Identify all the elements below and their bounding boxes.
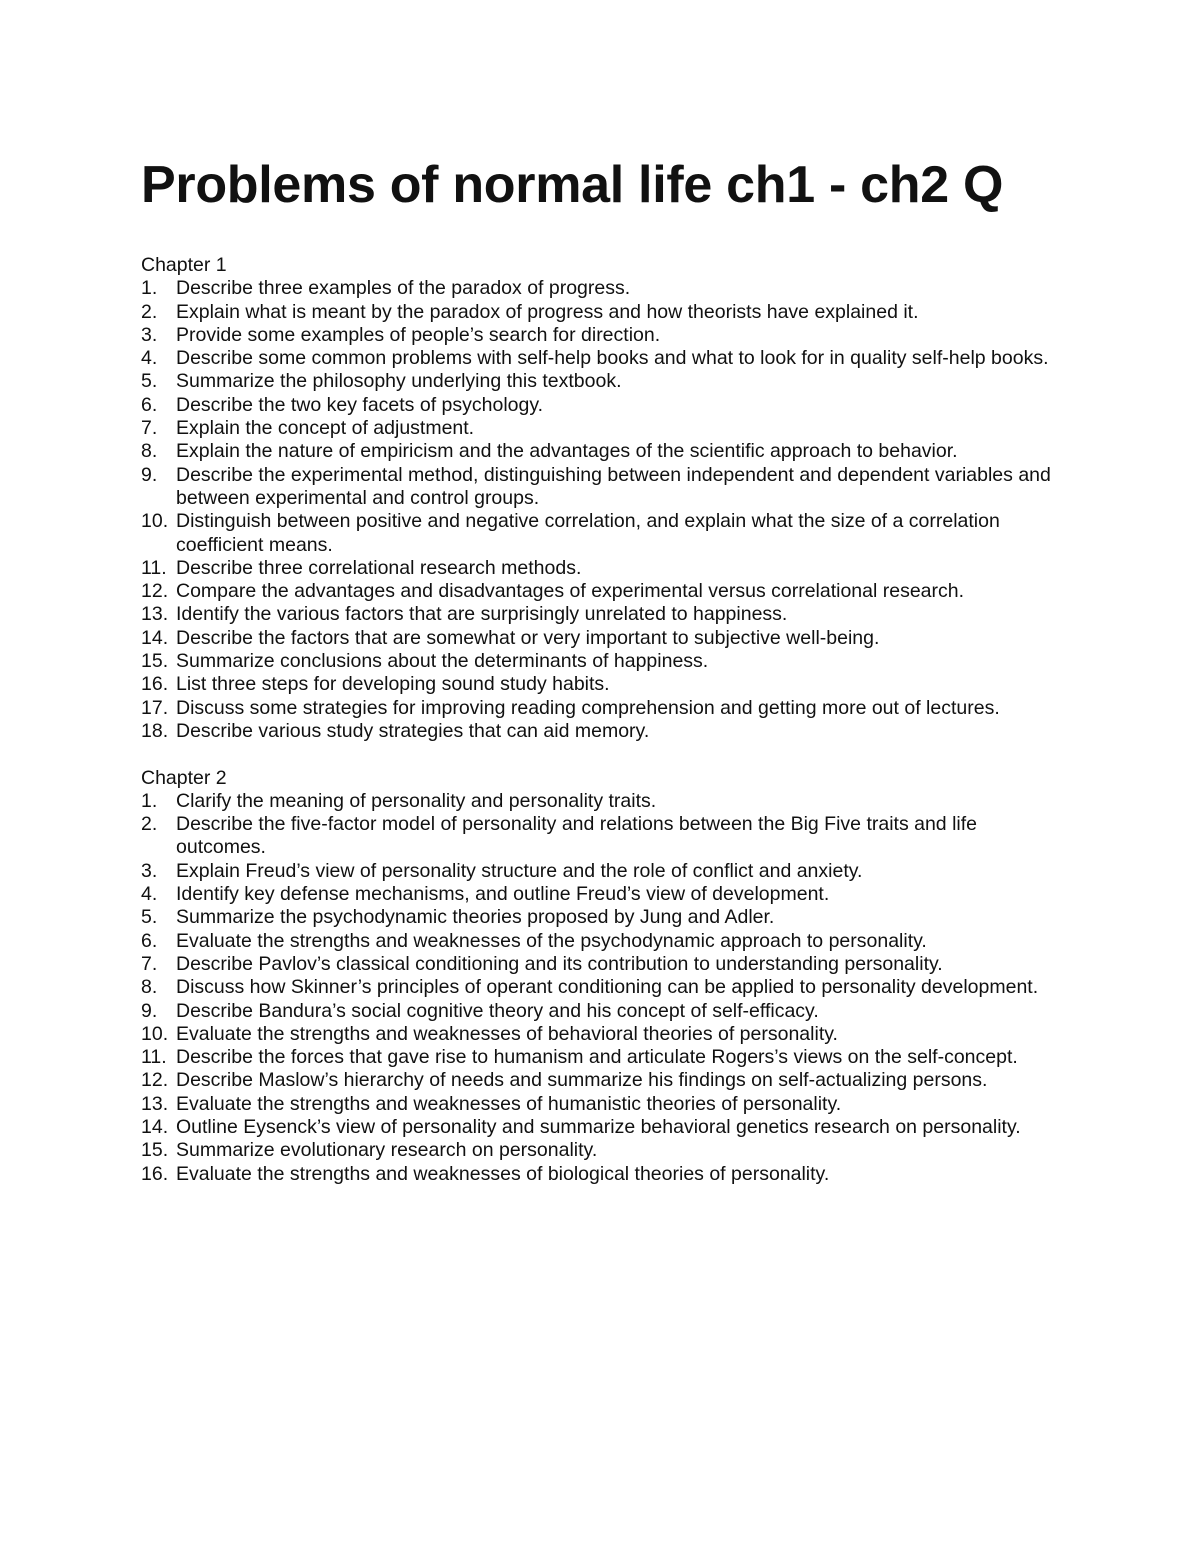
question-item [141, 930, 1061, 953]
question-text: Summarize the psychodynamic theories proposed by Jung and Adler. [176, 906, 775, 929]
chapter-1-section [141, 254, 1061, 743]
question-item [141, 650, 1061, 673]
question-text: Explain the nature of empiricism and the advantages of the scientific approach to behavior. [176, 440, 958, 463]
question-text: Evaluate the strengths and weaknesses of biological theories of personality. [176, 1162, 830, 1185]
question-number: 4. [141, 347, 158, 370]
question-text: Describe the factors that are somewhat or very important to subjective well-being. [176, 626, 880, 649]
question-item [141, 557, 1061, 580]
question-text: Describe the forces that gave rise to humanism and articulate Rogers’s views on the self-concept. [176, 1046, 1018, 1069]
question-item [141, 627, 1061, 650]
question-item [141, 394, 1061, 417]
question-number: 9. [141, 999, 158, 1022]
question-item [141, 1116, 1061, 1139]
question-number: 5. [141, 370, 158, 393]
question-number: 4. [141, 883, 158, 906]
question-number: 3. [141, 323, 158, 346]
chapter-heading: Chapter 2 [141, 766, 227, 789]
question-item [141, 953, 1061, 976]
question-item [141, 301, 1061, 324]
question-number: 6. [141, 393, 158, 416]
question-item [141, 464, 1061, 511]
question-item [141, 790, 1061, 813]
question-item [141, 1069, 1061, 1092]
question-item [141, 603, 1061, 626]
question-number: 12. [141, 580, 169, 603]
question-number: 11. [141, 1046, 167, 1069]
question-item [141, 1023, 1061, 1046]
document-title: Problems of normal life ch1 - ch2 Q [141, 156, 1004, 214]
question-text: Identify key defense mechanisms, and outline Freud’s view of development. [176, 883, 830, 906]
chapter-2-section [141, 767, 1061, 1186]
question-list [141, 277, 1061, 743]
question-item [141, 417, 1061, 440]
question-text: Describe three correlational research methods. [176, 556, 582, 579]
question-number: 9. [141, 463, 158, 486]
question-number: 2. [141, 300, 158, 323]
question-item [141, 673, 1061, 696]
question-text: Describe Bandura’s social cognitive theory and his concept of self-efficacy. [176, 999, 819, 1022]
question-item [141, 510, 1061, 557]
question-number: 17. [141, 696, 169, 719]
question-item [141, 720, 1061, 743]
question-item [141, 347, 1061, 370]
question-number: 13. [141, 603, 169, 626]
question-number: 10. [141, 510, 169, 533]
question-text: Summarize evolutionary research on personality. [176, 1139, 598, 1162]
question-number: 16. [141, 1162, 169, 1185]
question-text: Distinguish between positive and negative correlation, and explain what the size of a correlation coefficient means. [176, 510, 1000, 556]
question-number: 3. [141, 859, 158, 882]
question-number: 1. [141, 789, 158, 812]
question-number: 16. [141, 673, 169, 696]
question-item [141, 1139, 1061, 1162]
question-text: Describe Maslow’s hierarchy of needs and summarize his findings on self-actualizing persons. [176, 1069, 988, 1092]
question-number: 6. [141, 929, 158, 952]
question-item [141, 697, 1061, 720]
question-text: Discuss how Skinner’s principles of operant conditioning can be applied to personality development. [176, 976, 1039, 999]
question-number: 15. [141, 1139, 169, 1162]
question-number: 8. [141, 440, 158, 463]
question-item [141, 860, 1061, 883]
chapter-heading: Chapter 1 [141, 254, 227, 276]
question-item [141, 277, 1061, 300]
question-text: Describe three examples of the paradox of progress. [176, 277, 631, 300]
question-number: 5. [141, 906, 158, 929]
question-text: Describe the experimental method, distinguishing between independent and dependent variables and between experimental and control groups. [176, 463, 1051, 509]
question-text: Describe the five-factor model of personality and relations between the Big Five traits and life outcomes. [176, 813, 977, 859]
question-number: 14. [141, 1115, 169, 1138]
question-text: Explain what is meant by the paradox of progress and how theorists have explained it. [176, 300, 919, 323]
question-number: 18. [141, 719, 169, 742]
question-text: Summarize conclusions about the determinants of happiness. [176, 650, 709, 673]
question-number: 10. [141, 1022, 169, 1045]
question-text: Describe some common problems with self-help books and what to look for in quality self-help books. [176, 347, 1049, 370]
question-text: Compare the advantages and disadvantages of experimental versus correlational research. [176, 580, 965, 603]
question-text: Describe the two key facets of psychology. [176, 393, 544, 416]
question-text: Identify the various factors that are surprisingly unrelated to happiness. [176, 603, 788, 626]
question-text: Explain Freud’s view of personality structure and the role of conflict and anxiety. [176, 859, 863, 882]
question-item [141, 580, 1061, 603]
question-text: Clarify the meaning of personality and personality traits. [176, 789, 657, 812]
question-item [141, 976, 1061, 999]
question-text: Outline Eysenck’s view of personality and summarize behavioral genetics research on personality. [176, 1115, 1021, 1138]
question-number: 8. [141, 976, 158, 999]
question-number: 14. [141, 626, 169, 649]
question-item [141, 1000, 1061, 1023]
question-text: Describe Pavlov’s classical conditioning and its contribution to understanding personality. [176, 952, 943, 975]
question-item [141, 1093, 1061, 1116]
question-number: 7. [141, 952, 158, 975]
question-text: Evaluate the strengths and weaknesses of humanistic theories of personality. [176, 1092, 842, 1115]
question-item [141, 370, 1061, 393]
question-item [141, 1163, 1061, 1186]
question-number: 15. [141, 650, 169, 673]
question-text: Describe various study strategies that can aid memory. [176, 719, 650, 742]
question-item [141, 813, 1061, 860]
question-text: Summarize the philosophy underlying this textbook. [176, 370, 622, 393]
question-text: List three steps for developing sound study habits. [176, 673, 610, 696]
question-item [141, 1046, 1061, 1069]
question-text: Evaluate the strengths and weaknesses of behavioral theories of personality. [176, 1022, 838, 1045]
question-number: 11. [141, 556, 167, 579]
question-item [141, 324, 1061, 347]
question-text: Provide some examples of people’s search for direction. [176, 323, 661, 346]
question-text: Discuss some strategies for improving reading comprehension and getting more out of lectures. [176, 696, 1000, 719]
question-list [141, 790, 1061, 1186]
question-number: 1. [141, 277, 158, 300]
question-number: 2. [141, 813, 158, 836]
question-item [141, 440, 1061, 463]
question-item [141, 883, 1061, 906]
question-number: 12. [141, 1069, 169, 1092]
question-text: Evaluate the strengths and weaknesses of the psychodynamic approach to personality. [176, 929, 927, 952]
question-text: Explain the concept of adjustment. [176, 417, 475, 440]
document-page [141, 150, 1061, 1186]
question-item [141, 906, 1061, 929]
question-number: 13. [141, 1092, 169, 1115]
question-number: 7. [141, 417, 158, 440]
